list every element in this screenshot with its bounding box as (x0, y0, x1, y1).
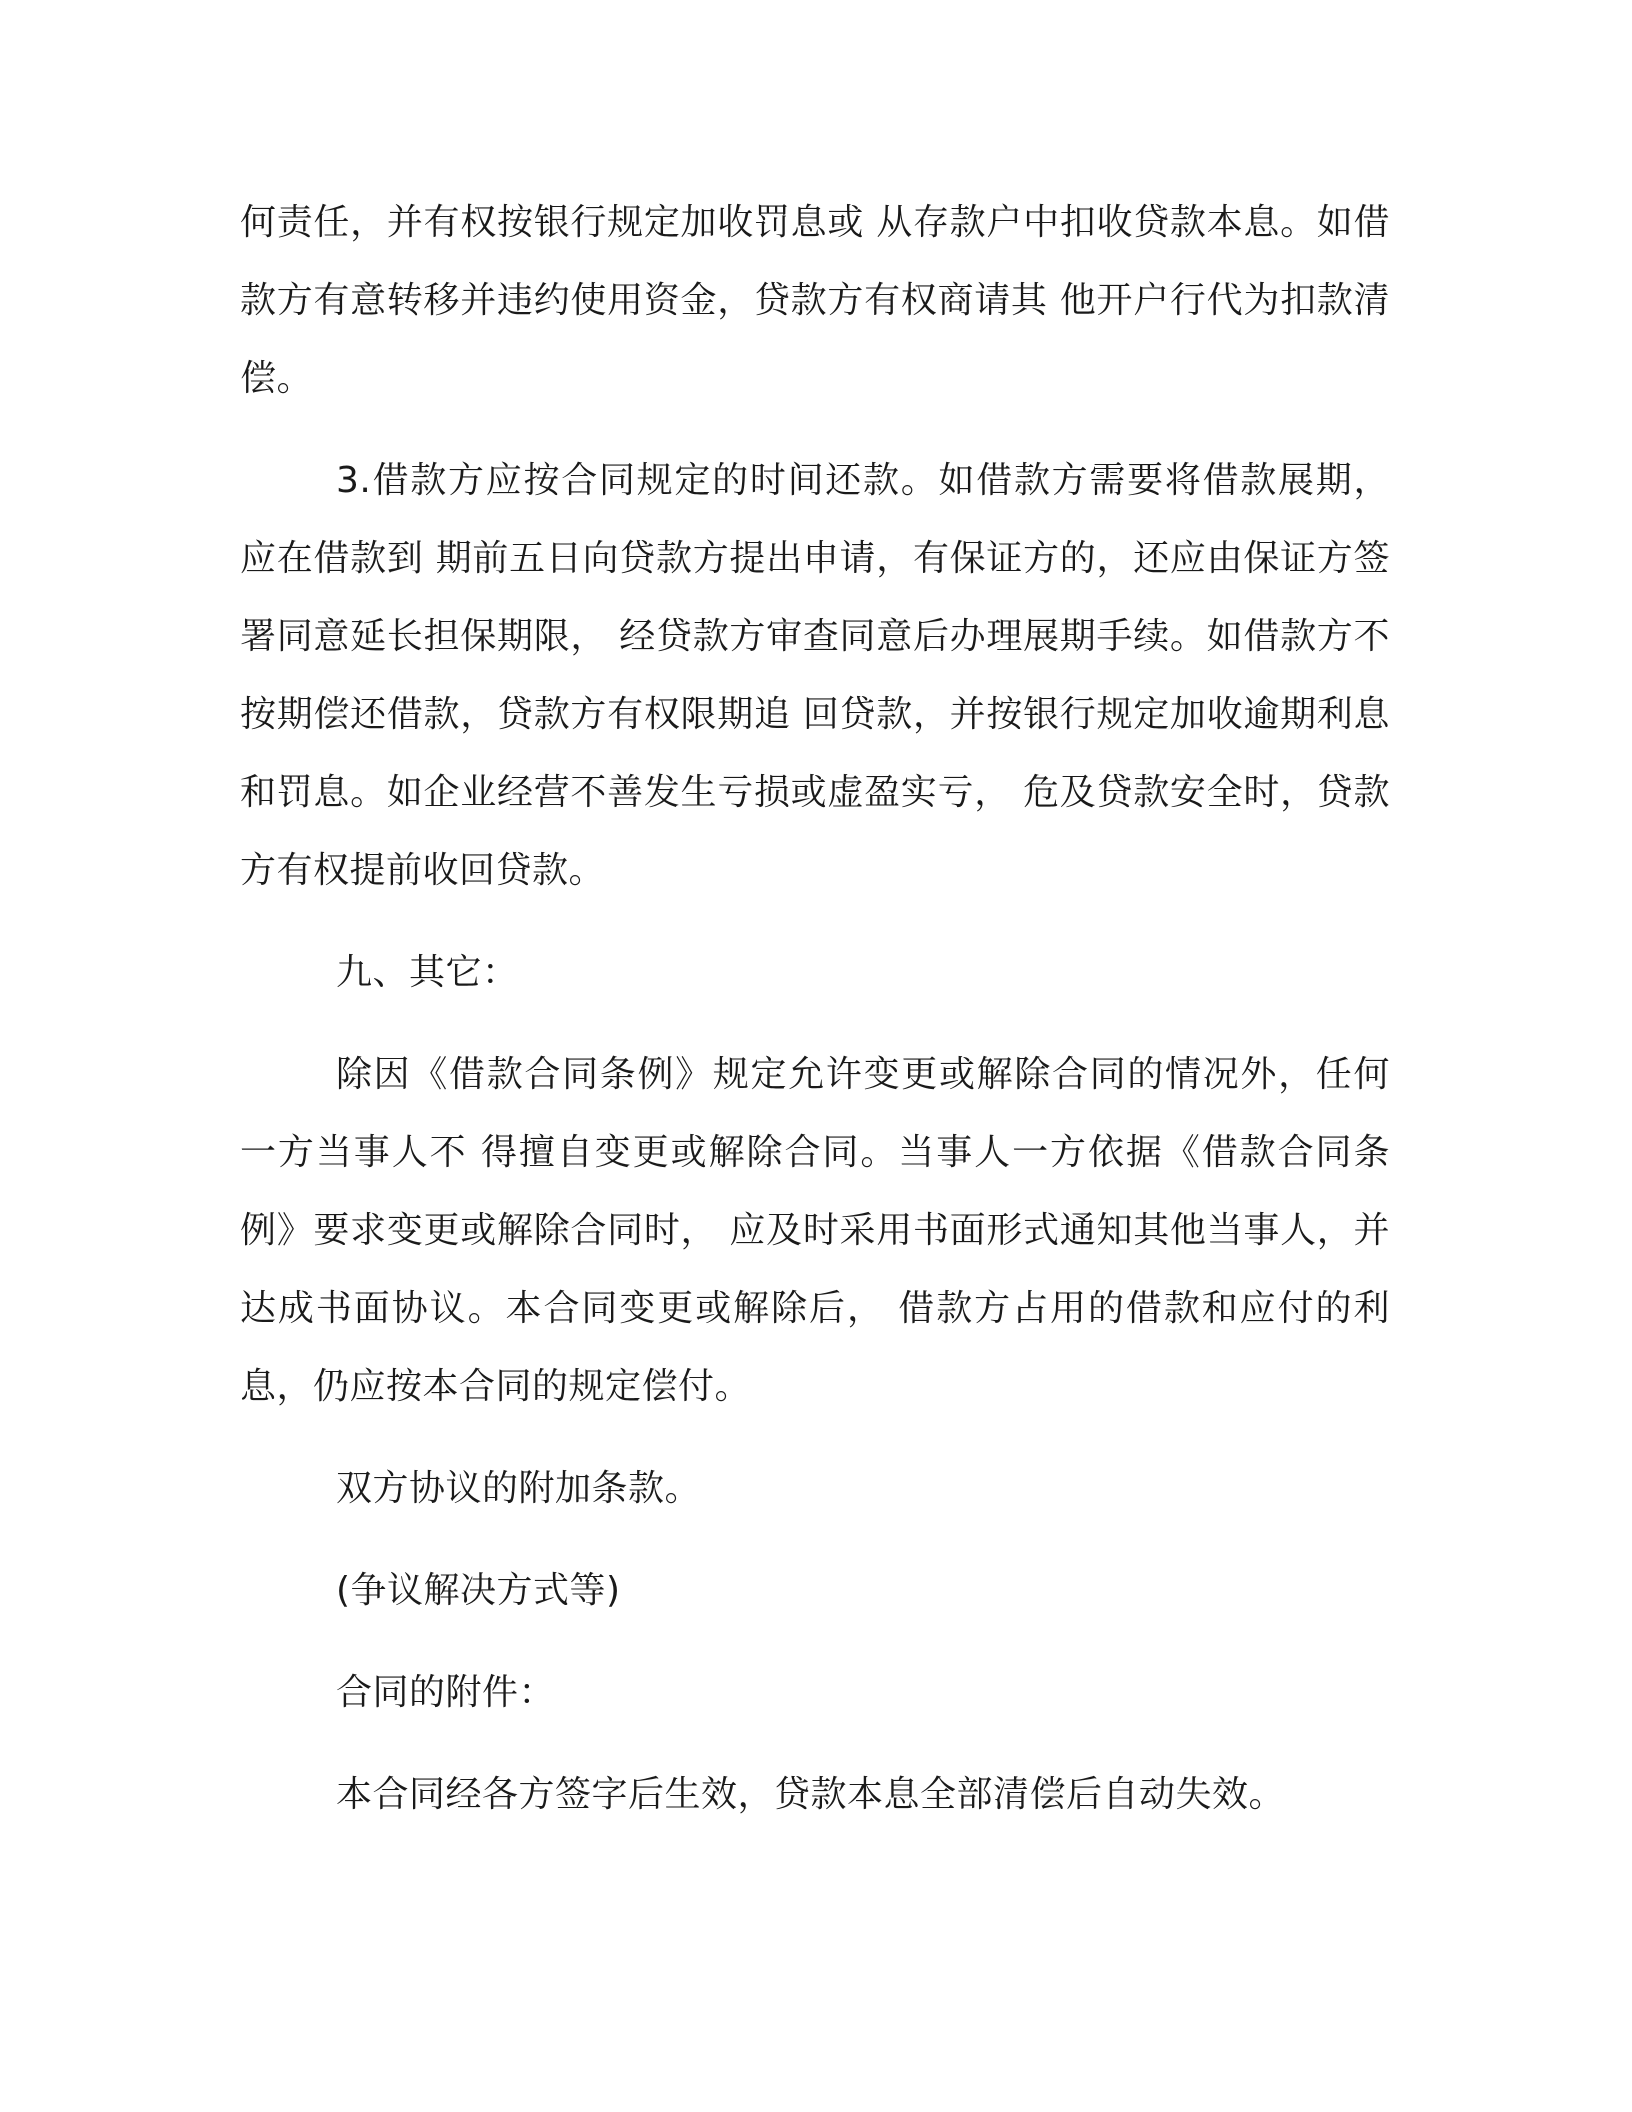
paragraph-additional-terms: 双方协议的附加条款。 (336, 1468, 702, 1509)
paragraph-modification-rules: 除因《借款合同条例》规定允许变更或解除合同的情况外，任何一方当事人不 得擅自变更或解除合同。当事人一方依据《借款合同条例》要求变更或解除合同时， 应及时采用书面形式通知其他当事人，并达成书面协议。本合同变更或解除后， 借款方占用的借款和应付的利息，仍应按本合同的规定偿付。 (240, 1054, 1390, 1407)
paragraph-repayment-penalty: 何责任，并有权按银行规定加收罚息或 从存款户中扣收贷款本息。如借款方有意转移并违约使用资金，贷款方有权商请其 他开户行代为扣款清偿。 (240, 202, 1390, 399)
paragraph-dispute-resolution: (争议解决方式等) (336, 1570, 621, 1611)
paragraph-clause-3: 3.借款方应按合同规定的时间还款。如借款方需要将借款展期，应在借款到 期前五日向贷款方提出申请，有保证方的，还应由保证方签署同意延长担保期限， 经贷款方审查同意后办理展期手续。如借款方不按期偿还借款，贷款方有权限期追 回贷款，并按银行规定加收逾期利息和罚息。如企业经营不善发生亏损或虚盈实亏， 危及贷款安全时，贷款方有权提前收回贷款。 (240, 460, 1390, 891)
section-heading-other: 九、其它： (336, 952, 519, 993)
document-body (240, 184, 1390, 1834)
paragraph-effectiveness: 本合同经各方签字后生效，贷款本息全部清偿后自动失效。 (336, 1774, 1286, 1815)
paragraph-attachments: 合同的附件： (336, 1672, 556, 1713)
